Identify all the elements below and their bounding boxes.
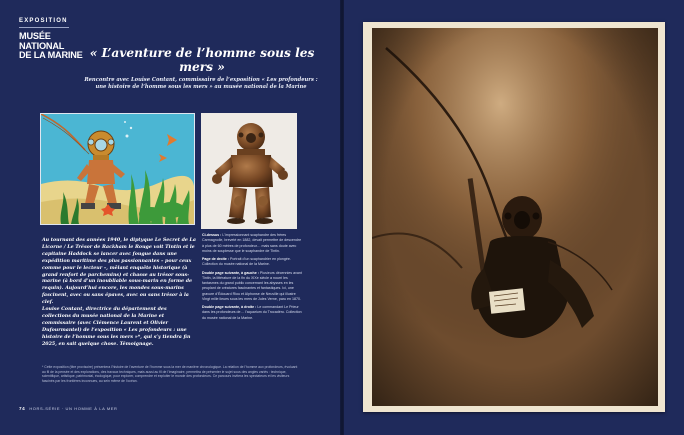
- caption: [202, 271, 302, 303]
- body-paragraph: Louise Contant, directrice du département des collections du musée national de la Marine et commissaire (avec Clémence Laurent et Olivier Dufourmantel) de l’exposition « Les profondeurs : une histoire de l’homme sous les mers »*, qui s’y tiendra fin 2025, en sait quelque chose. Témoignage.: [42, 307, 191, 347]
- caption-lead: Ci-dessus :: [202, 233, 222, 237]
- museum-logo-line: MUSÉE: [19, 31, 51, 41]
- left-page: [0, 0, 340, 435]
- caption-text: Plusieurs décennies avant Tintin, la littérature de la fin du XIXe siècle a nourri les fantasmes du grand public concernant les abysses en les peuplant de créatures fascinantes et fantastiques. Ici, une gravure d’Édouard Riou et Alphonse de Neuville qui illustre Vingt mille lieues sous les mers de Jules Verne, paru en 1870.: [202, 270, 302, 301]
- caption-text: Portrait d’un scaphandrier en plongée. Collection du musée national de la Marine.: [202, 257, 291, 267]
- sepia-diver-image: [372, 28, 658, 406]
- section-rule: [19, 27, 69, 28]
- caption: [202, 233, 302, 254]
- museum-logo-line: DE LA MARINE: [19, 50, 83, 60]
- caption: [202, 257, 302, 268]
- caption: [202, 305, 302, 321]
- museum-logo-line: NATIONAL: [19, 40, 65, 51]
- caption-text: Le commandant Le Prieur dans les profondeurs de… l’aquarium du Trocadéro. Collection du musée national de la Marine.: [202, 305, 302, 320]
- caption-lead: Page de droite :: [202, 257, 229, 261]
- caption-lead: Double page suivante, à gauche :: [202, 270, 259, 275]
- section-label: EXPOSITION: [19, 18, 68, 24]
- tintin-comic-panel: [40, 113, 195, 225]
- diving-suit-image: [201, 113, 297, 229]
- tintin-diver-illustration: [41, 114, 194, 224]
- page-number: 74: [19, 406, 26, 411]
- diving-suit-photo: [201, 113, 297, 229]
- article-headline: « L’aventure de l’homme sous les mers »: [89, 46, 315, 74]
- folio: [19, 406, 118, 411]
- footnote: * Cette exposition (titre provisoire) présentera l’histoire de l’aventure de l’homme sous la mer de manière chronologique. La relation de l’homme aux profondeurs, évoluant au fil de la pensée et des explorations, des travaux techniques, mais aussi au fil de l’imaginaire, permettra de présenter le sujet sous des angles variés : technique, scientifique, artistique, patrimonial, écologique, pour explorer, comprendre et exploiter le monde des profondeurs. Ce parcours invitera les spectateurs et les visiteurs fascinés par les frontières inconnues, au sein même de l’océan.: [42, 365, 298, 383]
- caption-text: L’impressionnant scaphandre des frères Carmagnolle, breveté en 1882, devait permettre de descendre à plus de 60 mètres de profondeur… mais sans doute avec moins de souplesse que le scaphandre de Tintin.: [202, 233, 302, 253]
- article-body: [42, 238, 197, 349]
- running-title: HORS-SÉRIE · UN HOMME À LA MER: [29, 406, 118, 411]
- article-deck: Rencontre avec Louise Contant, commissaire de l’exposition « Les profondeurs : une histoire de l’homme sous les mers » au musée national de la Marine: [84, 77, 318, 90]
- caption-lead: Double page suivante, à droite :: [202, 305, 257, 309]
- underwater-diver-photo: [372, 28, 658, 406]
- museum-logo: [19, 32, 89, 61]
- body-paragraph: Au tournant des années 1940, le diptyque Le Secret de La Licorne / Le Trésor de Rackham le Rouge voit Tintin et le capitaine Haddock se lancer avec fougue dans une expédition maritime des plus passionnantes – pour ceux comme pour le lecteur –, mêlant enquête historique (à grand renfort de parchemins) et chasse au trésor sous-marine (à bord d’un inoubliable sous-marin en forme de requin). Aujourd’hui encore, les mondes sous-marins fascinent, avec ou sans épaves, avec ou sans trésor à la clef.: [42, 238, 196, 306]
- caption-column: [202, 233, 302, 324]
